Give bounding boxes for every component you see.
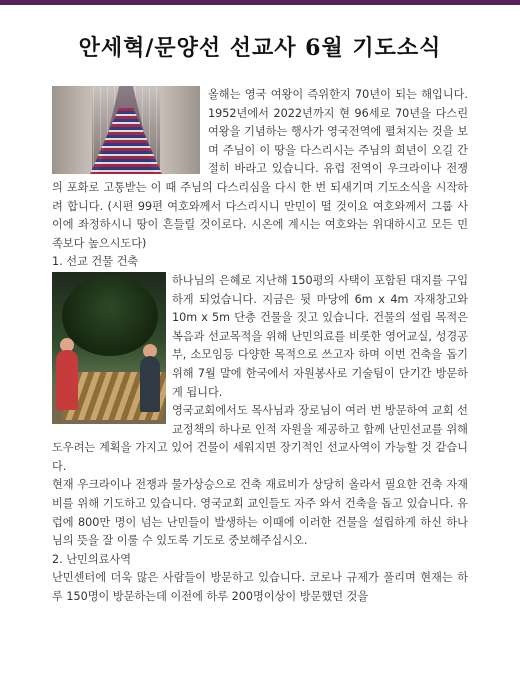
building-paragraph-2: 영국교회에서도 목사님과 장로님이 여러 번 방문하여 교회 선교정책의 하나로 인적 자원을 제공하고 함께 난민선교를 위해 도우려는 계획을 가지고 있어 건물이 세워지면 장기적인 선교사역이 가능할 것 같습니다. [52,404,468,473]
building-paragraph-3: 현재 우크라이나 전쟁과 물가상승으로 건축 재료비가 상당히 올라서 필요한 건축 자재비를 위해 기도하고 있습니다. 영국교회 교인들도 자주 와서 건축을 돕고 있습니다. 유럽에 800만 명이 넘는 난민들이 발생하는 이때에 이러한 건물을 설립하게 하신 하나님의 뜻을 잘 이룰 수 있도록 기도로 중보해주십시오. [52,478,468,548]
building-paragraph-1: 하나님의 은혜로 지난해 150평의 사택이 포함된 대지를 구입하게 되었습니다. 지금은 뒷 마당에 6m x 4m 자재창고와 10m x 5m 단층 건물을 짓고 있습니다. 건물의 설립 목적은 복음과 선교목적을 위해 난민의료를 비롯한 영어교실, 성경공부, 소모임등 다양한 목적으로 쓰고자 하며 이번 건축을 돕기 위해 7월 말에 한국에서 자원봉사로 기술팀이 단기간 방문하게 됩니다. [172,273,468,399]
medical-paragraph: 난민센터에 더욱 많은 사람들이 방문하고 있습니다. 코로나 규제가 풀리며 현재는 하루 150명이 방문하는데 이전에 하루 200명이상이 방문했던 것을 [52,571,468,604]
flag-lined-street-photo [52,86,200,174]
section-heading-medical: 2. 난민의료사역 [52,552,132,566]
construction-volunteers-photo [52,272,166,424]
document-body [52,86,468,607]
top-accent-bar [0,0,520,5]
section-heading-building: 1. 선교 건물 건축 [52,255,139,269]
intro-paragraph: 올해는 영국 여왕이 즉위한지 70년이 되는 해입니다. 1952년에서 2022년까지 현 96세로 70년을 다스린 여왕을 기념하는 행사가 영국전역에 펼쳐지는 것을 보며 주님이 이 땅을 다스리시는 주님의 희년이 오길 간절히 바라고 있습니다. 유럽 전역이 우크라이나 전쟁의 포화로 고통받는 이 때 주님의 다스리심을 다시 한 번 되새기며 기도소식을 시작하려 합니다. (시편 99편 여호와께서 다스리시니 만민이 떨 것이요 여호와께서 그룹 사이에 좌정하시니 땅이 흔들릴 것이로다. 시온에 계시는 여호와는 위대하시고 모든 민족보다 높으시도다) [52,88,468,250]
page-title: 안세혁/문양선 선교사 6월 기도소식 [78,34,442,61]
